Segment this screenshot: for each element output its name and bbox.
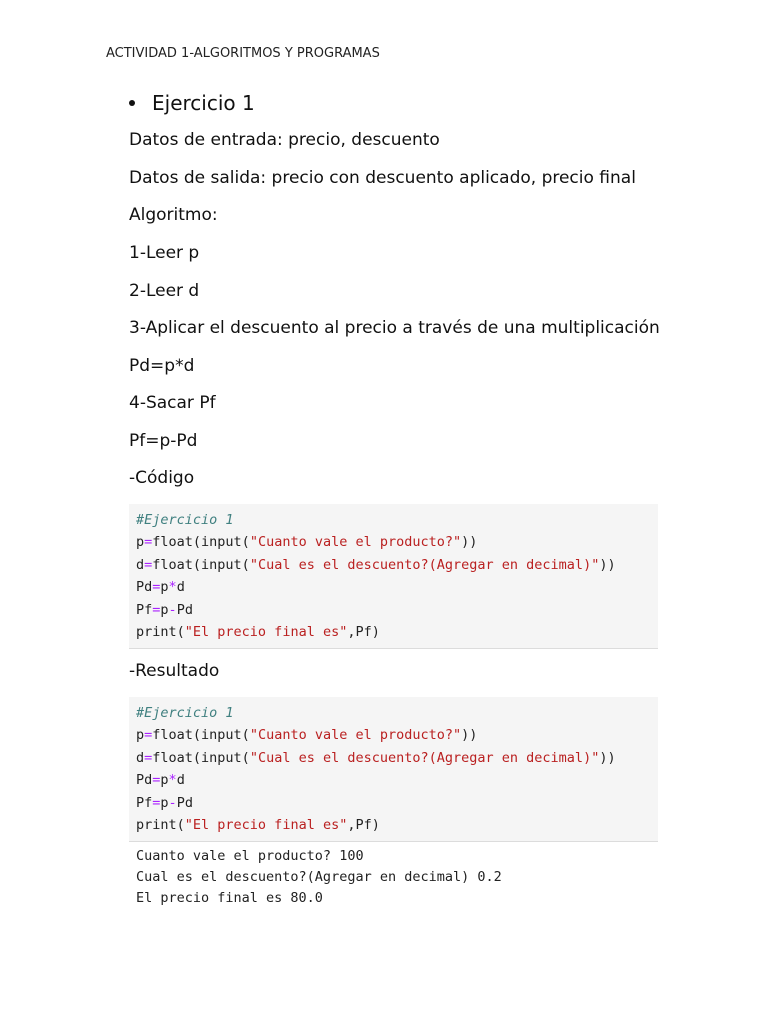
- code-string: "El precio final es": [184, 816, 348, 833]
- code-string: "El precio final es": [184, 623, 348, 640]
- bullet-icon: [129, 100, 135, 106]
- code-label: -Código: [129, 468, 195, 488]
- result-label: -Resultado: [129, 661, 220, 681]
- step-4: 4-Sacar Pf: [129, 393, 216, 413]
- algorithm-label: Algoritmo:: [129, 205, 218, 225]
- code-string: "Cuanto vale el producto?": [249, 727, 462, 744]
- formula-pf: Pf=p-Pd: [129, 431, 198, 451]
- code-string: "Cuanto vale el producto?": [249, 534, 462, 551]
- formula-pd: Pd=p*d: [129, 356, 195, 376]
- code-cell: #Ejercicio 1 p=float(input("Cuanto vale el producto?")) d=float(input("Cual es el descuento?(Agregar en decimal)")) Pd=p*d Pf=p-Pd print("El precio final es",Pf): [129, 504, 658, 649]
- document-header: ACTIVIDAD 1-ALGORITMOS Y PROGRAMAS: [106, 46, 380, 61]
- step-1: 1-Leer p: [129, 243, 200, 263]
- output-line: Cuanto vale el producto? 100: [136, 848, 364, 864]
- output-line: Cual es el descuento?(Agregar en decimal) 0.2: [136, 869, 502, 885]
- code-string: "Cual es el descuento?(Agregar en decimal)": [249, 749, 600, 766]
- program-output: [136, 846, 502, 909]
- code-comment: #Ejercicio 1: [136, 512, 234, 528]
- step-2: 2-Leer d: [129, 281, 200, 301]
- code-comment: #Ejercicio 1: [136, 705, 234, 721]
- code-string: "Cual es el descuento?(Agregar en decimal)": [249, 556, 600, 573]
- output-data-line: Datos de salida: precio con descuento aplicado, precio final: [129, 168, 636, 188]
- step-3: 3-Aplicar el descuento al precio a través de una multiplicación: [129, 318, 660, 338]
- exercise-heading: [129, 91, 255, 115]
- output-line: El precio final es 80.0: [136, 890, 323, 906]
- result-code-cell: #Ejercicio 1 p=float(input("Cuanto vale el producto?")) d=float(input("Cual es el descuento?(Agregar en decimal)")) Pd=p*d Pf=p-Pd print("El precio final es",Pf): [129, 697, 658, 842]
- exercise-title: Ejercicio 1: [152, 91, 255, 115]
- input-data-line: Datos de entrada: precio, descuento: [129, 130, 440, 150]
